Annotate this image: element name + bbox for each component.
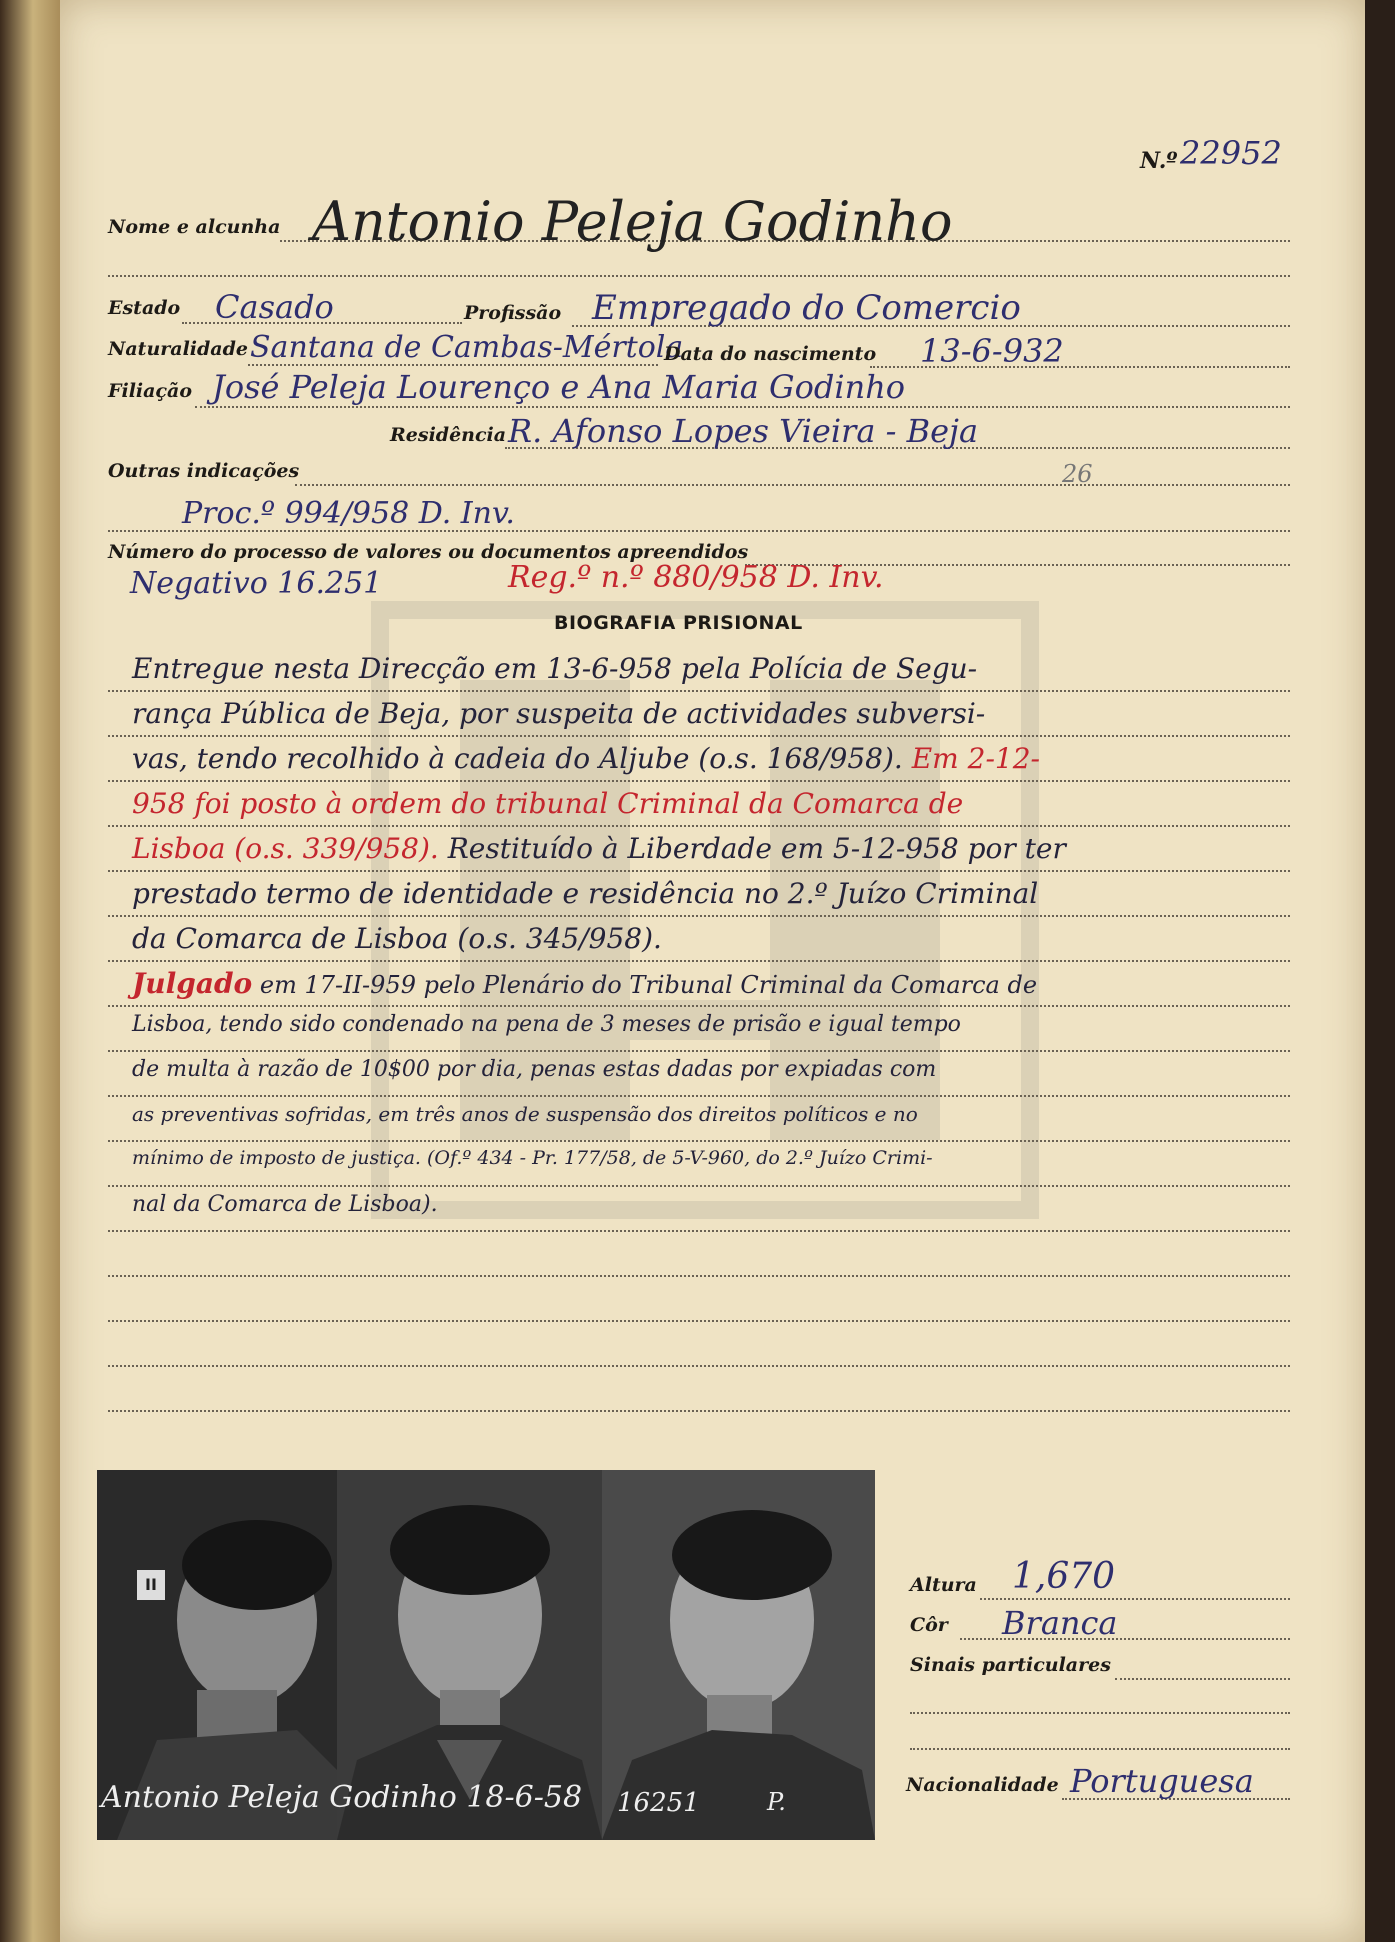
rule-8 bbox=[108, 1005, 1290, 1007]
name-label: Nome e alcunha bbox=[108, 216, 281, 238]
bio-line-10: de multa à razão de 10$00 por dia, penas estas dadas por expiadas com bbox=[132, 1057, 937, 1082]
bio-line-3-red: Em 2-12- bbox=[911, 742, 1040, 775]
sinais-label: Sinais particulares bbox=[910, 1654, 1111, 1676]
rule-7 bbox=[108, 960, 1290, 962]
bio-line-5-red: Lisboa (o.s. 339/958). bbox=[132, 832, 439, 865]
rule-16 bbox=[108, 1365, 1290, 1367]
page-edge bbox=[1365, 0, 1395, 1942]
name-value: Antonio Peleja Godinho bbox=[312, 190, 953, 253]
bio-line-5 bbox=[132, 832, 1292, 865]
residencia-value: R. Afonso Lopes Vieira - Beja bbox=[508, 412, 979, 450]
residencia-label: Residência bbox=[390, 424, 507, 446]
bio-line-2: rança Pública de Beja, por suspeita de actividades subversi- bbox=[132, 697, 986, 730]
bio-line-4: 958 foi posto à ordem do tribunal Criminal da Comarca de bbox=[132, 787, 964, 820]
altura-value: 1,670 bbox=[1012, 1556, 1116, 1597]
bio-line-5-text: Restituído à Liberdade em 5-12-958 por ter bbox=[447, 832, 1066, 865]
bio-line-8 bbox=[132, 967, 1292, 1000]
bio-line-3-text: vas, tendo recolhido à cadeia do Aljube (o.s. 168/958). bbox=[132, 742, 903, 775]
name-line-2 bbox=[108, 275, 1290, 277]
altura-line bbox=[980, 1598, 1290, 1600]
rule-9 bbox=[108, 1050, 1290, 1052]
bio-line-13: nal da Comarca de Lisboa). bbox=[132, 1192, 438, 1217]
filiacao-value: José Peleja Lourenço e Ana Maria Godinho bbox=[212, 368, 906, 406]
record-number-value: 22952 bbox=[1180, 134, 1282, 172]
profissao-value: Empregado do Comercio bbox=[592, 288, 1021, 328]
filiacao-label: Filiação bbox=[108, 380, 193, 402]
processo-value-1: Negativo 16.251 bbox=[130, 566, 383, 601]
rule-1 bbox=[108, 690, 1290, 692]
rule-15 bbox=[108, 1320, 1290, 1322]
filiacao-line bbox=[195, 406, 1290, 408]
biography-title: BIOGRAFIA PRISIONAL bbox=[554, 612, 803, 634]
sinais-line-3 bbox=[910, 1748, 1290, 1750]
archive-watermark bbox=[370, 600, 1040, 1220]
record-number-label: N.º bbox=[1140, 148, 1178, 174]
altura-label: Altura bbox=[910, 1574, 977, 1596]
rule-17 bbox=[108, 1410, 1290, 1412]
estado-label: Estado bbox=[108, 297, 181, 319]
outras-label: Outras indicações bbox=[108, 460, 300, 482]
rule-3 bbox=[108, 780, 1290, 782]
three-quarter-frame bbox=[602, 1470, 875, 1840]
processo-value-2: Reg.º n.º 880/958 D. Inv. bbox=[508, 560, 884, 595]
bio-line-7: da Comarca de Lisboa (o.s. 345/958). bbox=[132, 922, 662, 955]
photo-caption: Antonio Peleja Godinho 18-6-58 bbox=[101, 1780, 583, 1815]
outras-value: Proc.º 994/958 D. Inv. bbox=[182, 496, 515, 531]
naturalidade-value: Santana de Cambas-Mértola bbox=[250, 330, 684, 365]
cor-label: Côr bbox=[910, 1614, 948, 1636]
sinais-line-2 bbox=[910, 1712, 1290, 1714]
naturalidade-label: Naturalidade bbox=[108, 338, 248, 360]
photo-letter: P. bbox=[767, 1788, 786, 1816]
estado-value: Casado bbox=[215, 288, 334, 326]
photo-tag: II bbox=[137, 1570, 165, 1600]
bio-line-8-red: Julgado bbox=[132, 967, 253, 1000]
sinais-line bbox=[1115, 1678, 1290, 1680]
margin-note: 26 bbox=[1062, 460, 1093, 488]
processo-label: Número do processo de valores ou documentos apreendidos bbox=[108, 541, 749, 563]
rule-6 bbox=[108, 915, 1290, 917]
bio-line-8-text: em 17-II-959 pelo Plenário do Tribunal Criminal da Comarca de bbox=[259, 971, 1038, 999]
rule-5 bbox=[108, 870, 1290, 872]
nascimento-value: 13-6-932 bbox=[920, 332, 1064, 370]
book-spine bbox=[0, 0, 60, 1942]
bio-line-12: mínimo de imposto de justiça. (Of.º 434 - Pr. 177/58, de 5-V-960, do 2.º Juízo Crimi- bbox=[132, 1147, 933, 1169]
bio-line-9: Lisboa, tendo sido condenado na pena de 3 meses de prisão e igual tempo bbox=[132, 1012, 961, 1037]
bio-line-3 bbox=[132, 742, 1292, 775]
rule-13 bbox=[108, 1230, 1290, 1232]
bio-line-11: as preventivas sofridas, em três anos de suspensão dos direitos políticos e no bbox=[132, 1102, 918, 1126]
outras-line-2 bbox=[108, 530, 1290, 532]
photo-number: 16251 bbox=[617, 1788, 700, 1818]
bio-line-6: prestado termo de identidade e residência no 2.º Juízo Criminal bbox=[132, 877, 1039, 910]
rule-11 bbox=[108, 1140, 1290, 1142]
nacionalidade-value: Portuguesa bbox=[1070, 1762, 1254, 1800]
rule-2 bbox=[108, 735, 1290, 737]
rule-14 bbox=[108, 1275, 1290, 1277]
bio-line-1: Entregue nesta Direcção em 13-6-958 pela Polícia de Segu- bbox=[132, 652, 978, 685]
nascimento-label: Data do nascimento bbox=[664, 343, 877, 365]
outras-line bbox=[295, 484, 1290, 486]
cor-value: Branca bbox=[1002, 1604, 1118, 1642]
rule-10 bbox=[108, 1095, 1290, 1097]
profissao-label: Profissão bbox=[464, 302, 562, 324]
nacionalidade-label: Nacionalidade bbox=[906, 1774, 1059, 1796]
mugshot-photo bbox=[97, 1470, 875, 1840]
rule-4 bbox=[108, 825, 1290, 827]
rule-12 bbox=[108, 1185, 1290, 1187]
